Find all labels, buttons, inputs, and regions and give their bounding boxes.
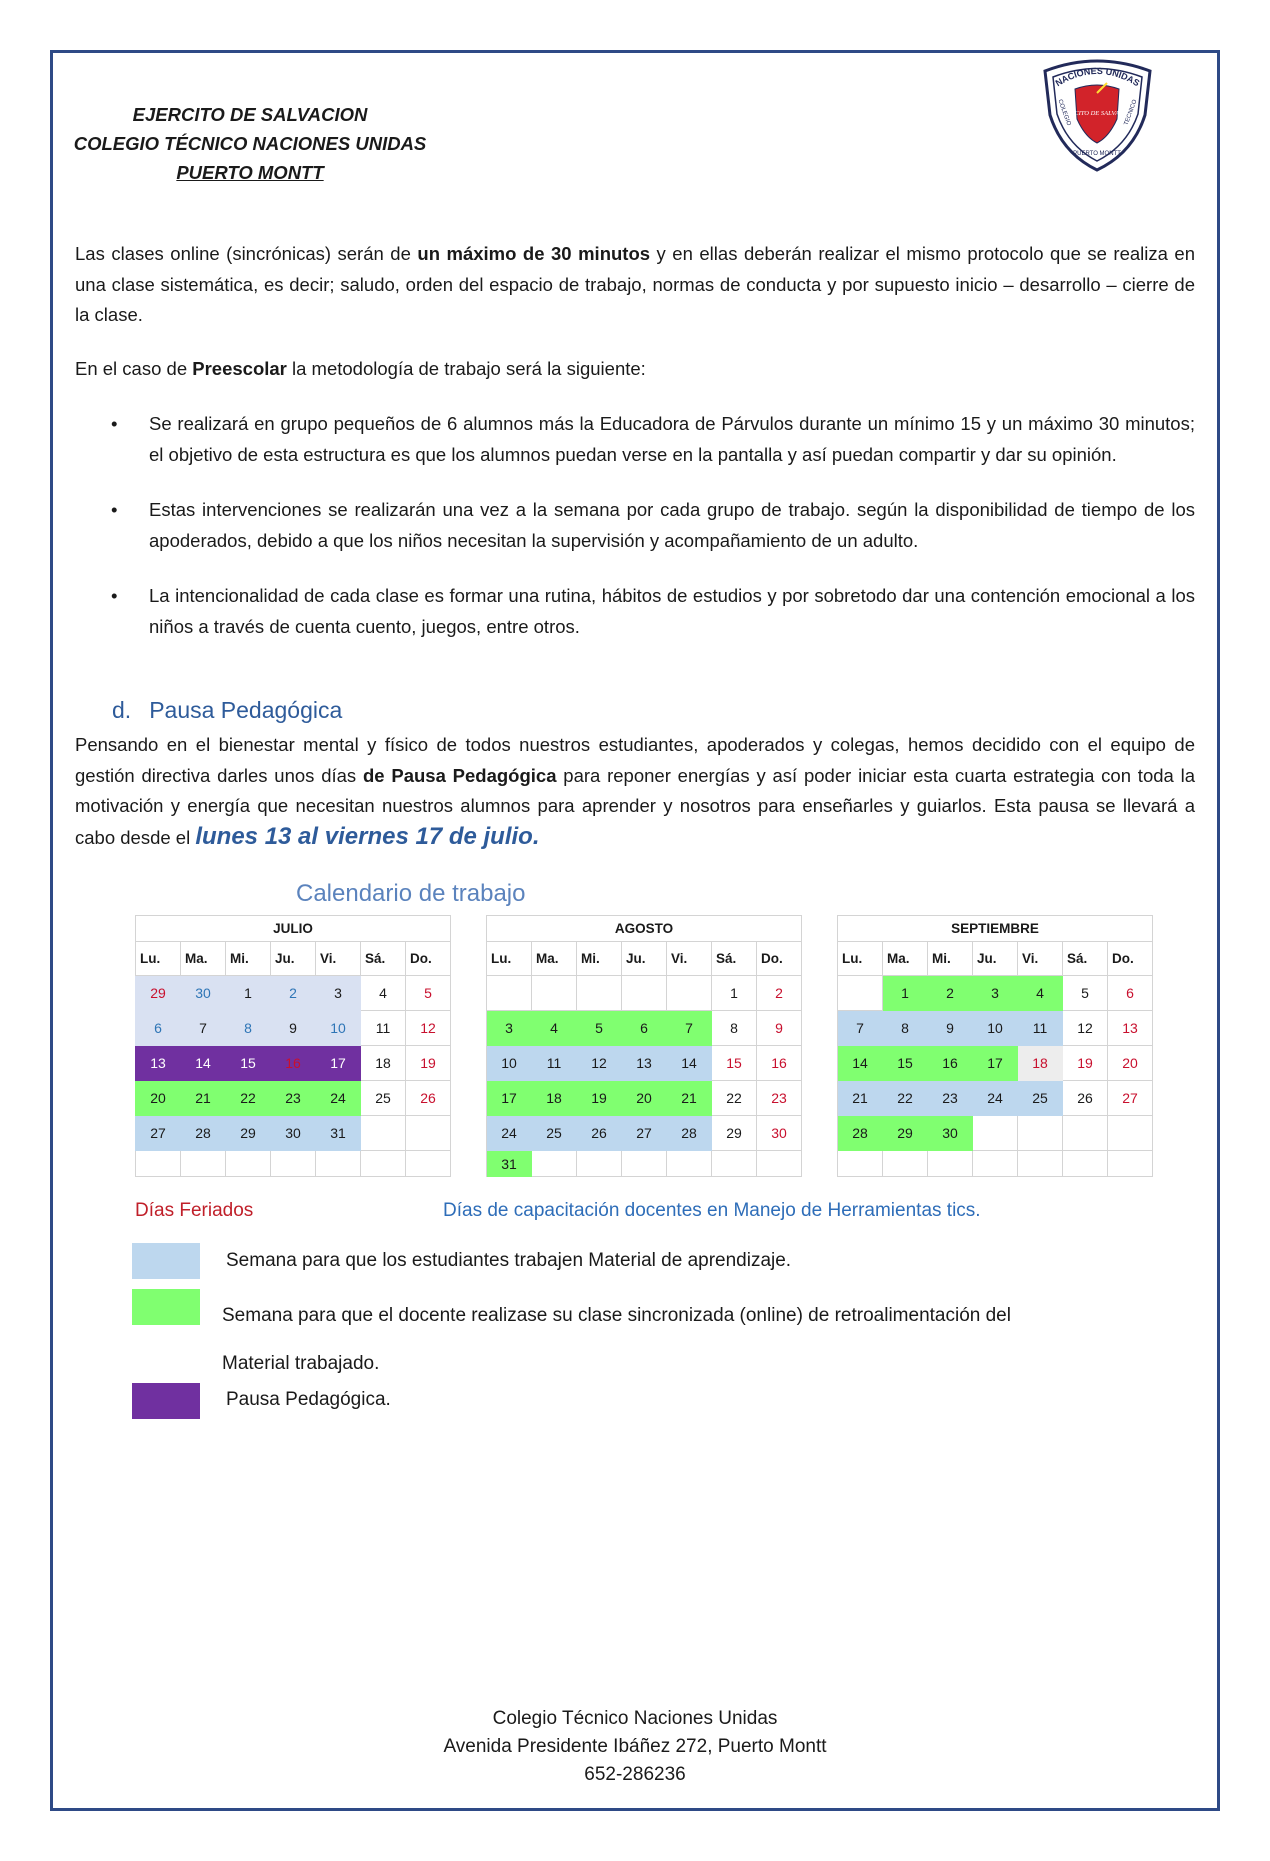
calendar-empty-cell bbox=[622, 1151, 667, 1177]
calendar-week-row bbox=[136, 1046, 1153, 1081]
pause-dates: lunes 13 al viernes 17 de julio. bbox=[195, 822, 540, 850]
calendar-week-row bbox=[136, 1011, 1153, 1046]
calendar-empty-cell bbox=[316, 1151, 361, 1177]
calendar-week-row bbox=[136, 976, 1153, 1011]
calendar-day: 20 bbox=[1108, 1046, 1153, 1081]
month-gap bbox=[802, 1081, 838, 1116]
calendar-day: 31 bbox=[316, 1116, 361, 1151]
weekday-header: Sá. bbox=[361, 942, 406, 976]
legend-swatch-green bbox=[132, 1289, 200, 1325]
weekday-header: Lu. bbox=[136, 942, 181, 976]
calendar-day: 19 bbox=[577, 1081, 622, 1116]
header-line-1: EJERCITO DE SALVACION bbox=[132, 104, 368, 125]
calendar-day: 25 bbox=[361, 1081, 406, 1116]
legend-swatch-blue bbox=[132, 1243, 200, 1279]
list-item: • Estas intervenciones se realizarán una vez a la semana por cada grupo de trabajo. según la disponibilidad de tiempo de los apoderados, debido a que los niños necesitan la supervisión y acompañamiento de un adulto. bbox=[75, 495, 1195, 556]
calendar-title: Calendario de trabajo bbox=[296, 880, 526, 907]
legend-purple-label: Pausa Pedagógica. bbox=[226, 1389, 391, 1410]
calendar-empty-cell bbox=[406, 1151, 451, 1177]
calendar-empty-cell bbox=[883, 1151, 928, 1177]
month-gap bbox=[802, 1046, 838, 1081]
calendar-day: 6 bbox=[622, 1011, 667, 1046]
month-gap bbox=[802, 916, 838, 942]
legend-teacher-training: Días de capacitación docentes en Manejo de Herramientas tics. bbox=[443, 1200, 981, 1221]
calendar-empty-cell bbox=[1018, 1151, 1063, 1177]
list-item: • La intencionalidad de cada clase es formar una rutina, hábitos de estudios y por sobretodo dar una contención emocional a los niños a través de cuenta cuento, juegos, entre otros. bbox=[75, 581, 1195, 642]
calendar-day: 13 bbox=[622, 1046, 667, 1081]
calendar-day: 14 bbox=[838, 1046, 883, 1081]
calendar-day: 3 bbox=[973, 976, 1018, 1011]
calendar-day: 30 bbox=[757, 1116, 802, 1151]
calendar-empty-cell bbox=[226, 1151, 271, 1177]
month-gap bbox=[451, 942, 487, 976]
calendar-day: 20 bbox=[136, 1081, 181, 1116]
month-header-agosto: AGOSTO bbox=[487, 916, 802, 942]
calendar-day: 10 bbox=[316, 1011, 361, 1046]
calendar-day: 11 bbox=[532, 1046, 577, 1081]
calendar-day: 21 bbox=[667, 1081, 712, 1116]
month-gap bbox=[451, 916, 487, 942]
month-header-septiembre: SEPTIEMBRE bbox=[838, 916, 1153, 942]
calendar-empty-cell bbox=[928, 1151, 973, 1177]
calendar-empty-cell bbox=[487, 976, 532, 1011]
logo-side-left: COLEGIO bbox=[1056, 98, 1072, 127]
calendar-day: 19 bbox=[406, 1046, 451, 1081]
calendar-empty-cell bbox=[406, 1116, 451, 1151]
calendar-day: 28 bbox=[181, 1116, 226, 1151]
calendar-day: 30 bbox=[271, 1116, 316, 1151]
work-calendar bbox=[135, 915, 1153, 1177]
calendar-day: 20 bbox=[622, 1081, 667, 1116]
calendar-day: 26 bbox=[406, 1081, 451, 1116]
calendar-empty-cell bbox=[973, 1151, 1018, 1177]
header-line-2: COLEGIO TÉCNICO NACIONES UNIDAS bbox=[73, 133, 427, 154]
weekday-header: Vi. bbox=[1018, 942, 1063, 976]
weekday-header: Mi. bbox=[226, 942, 271, 976]
calendar-day: 14 bbox=[181, 1046, 226, 1081]
logo-side-right: TECNICO bbox=[1123, 98, 1139, 127]
weekday-header: Do. bbox=[757, 942, 802, 976]
calendar-day: 15 bbox=[883, 1046, 928, 1081]
month-gap bbox=[802, 1116, 838, 1151]
calendar-empty-cell bbox=[667, 1151, 712, 1177]
calendar-empty-cell bbox=[712, 1151, 757, 1177]
calendar-day: 7 bbox=[181, 1011, 226, 1046]
calendar-day: 29 bbox=[226, 1116, 271, 1151]
calendar-day: 3 bbox=[316, 976, 361, 1011]
calendar-day: 2 bbox=[271, 976, 316, 1011]
calendar-day: 5 bbox=[1063, 976, 1108, 1011]
calendar-day: 10 bbox=[973, 1011, 1018, 1046]
weekday-header: Mi. bbox=[577, 942, 622, 976]
calendar-day: 9 bbox=[757, 1011, 802, 1046]
calendar-day: 29 bbox=[883, 1116, 928, 1151]
calendar-day: 12 bbox=[406, 1011, 451, 1046]
legend-swatch-purple bbox=[132, 1383, 200, 1419]
calendar-day: 23 bbox=[271, 1081, 316, 1116]
legend-green-label: Semana para que el docente realizase su clase sincronizada (online) de retroalimentación del Material trabajado. bbox=[222, 1305, 1011, 1374]
weekday-header: Ju. bbox=[973, 942, 1018, 976]
calendar-day: 18 bbox=[1018, 1046, 1063, 1081]
list-item: • Se realizará en grupo pequeños de 6 alumnos más la Educadora de Párvulos durante un mínimo 15 y un máximo 30 minutos; el objetivo de esta estructura es que los alumnos puedan verse en la pantalla y así puedan compartir y dar su opinión. bbox=[75, 409, 1195, 470]
calendar-day: 24 bbox=[316, 1081, 361, 1116]
calendar-day: 13 bbox=[136, 1046, 181, 1081]
weekday-header: Do. bbox=[1108, 942, 1153, 976]
calendar-day: 25 bbox=[532, 1116, 577, 1151]
weekday-header: Ma. bbox=[532, 942, 577, 976]
weekday-header: Sá. bbox=[712, 942, 757, 976]
weekday-header: Ma. bbox=[883, 942, 928, 976]
school-crest-logo bbox=[1035, 53, 1160, 173]
weekday-header: Ju. bbox=[622, 942, 667, 976]
calendar-day: 16 bbox=[757, 1046, 802, 1081]
calendar-day: 18 bbox=[361, 1046, 406, 1081]
calendar-empty-cell bbox=[577, 976, 622, 1011]
pause-paragraph: Pensando en el bienestar mental y físico de todos nuestros estudiantes, apoderados y colegas, hemos decidido con el equipo de gestión directiva darles unos días de Pausa Pedagógica para reponer energías y así poder iniciar esta cuarta estrategia con toda la motivación y energía que necesitan nuestros alumnos para aprender y nosotros para enseñarles y guiarlos. Esta pausa se llevará a cabo desde el lunes 13 al viernes 17 de julio. bbox=[75, 734, 1196, 850]
calendar-day: 5 bbox=[577, 1011, 622, 1046]
calendar-empty-cell bbox=[1063, 1151, 1108, 1177]
calendar-day: 8 bbox=[883, 1011, 928, 1046]
calendar-day: 11 bbox=[1018, 1011, 1063, 1046]
calendar-day: 18 bbox=[532, 1081, 577, 1116]
month-header-julio: JULIO bbox=[136, 916, 451, 942]
calendar-empty-cell bbox=[838, 976, 883, 1011]
intro-paragraph-2: En el caso de Preescolar la metodología de trabajo será la siguiente: bbox=[75, 358, 646, 379]
month-gap bbox=[802, 976, 838, 1011]
calendar-day: 4 bbox=[532, 1011, 577, 1046]
calendar-day: 2 bbox=[757, 976, 802, 1011]
calendar-empty-cell bbox=[622, 976, 667, 1011]
bullet-dot: • bbox=[111, 413, 118, 434]
calendar-day: 2 bbox=[928, 976, 973, 1011]
calendar-day: 1 bbox=[712, 976, 757, 1011]
calendar-empty-cell bbox=[667, 976, 712, 1011]
legend-holidays: Días Feriados bbox=[135, 1200, 254, 1221]
weekday-header: Mi. bbox=[928, 942, 973, 976]
calendar-empty-cell bbox=[1018, 1116, 1063, 1151]
weekday-header: Ma. bbox=[181, 942, 226, 976]
calendar-day: 8 bbox=[226, 1011, 271, 1046]
month-gap bbox=[451, 976, 487, 1011]
logo-shield-text: EJERCITO DE SALVACION bbox=[1059, 110, 1135, 117]
legend-blue-label: Semana para que los estudiantes trabajen Material de aprendizaje. bbox=[226, 1250, 792, 1271]
calendar-week-row bbox=[136, 1116, 1153, 1151]
weekday-header: Vi. bbox=[316, 942, 361, 976]
month-gap bbox=[802, 1011, 838, 1046]
calendar-day: 31 bbox=[487, 1151, 532, 1177]
calendar-day: 27 bbox=[622, 1116, 667, 1151]
calendar-empty-cell bbox=[181, 1151, 226, 1177]
month-gap bbox=[451, 1116, 487, 1151]
school-header bbox=[60, 100, 440, 187]
calendar-day: 17 bbox=[487, 1081, 532, 1116]
calendar-empty-cell bbox=[838, 1151, 883, 1177]
calendar-day: 22 bbox=[226, 1081, 271, 1116]
calendar-day: 9 bbox=[928, 1011, 973, 1046]
calendar-empty-cell bbox=[973, 1116, 1018, 1151]
weekday-header: Lu. bbox=[838, 942, 883, 976]
calendar-day: 22 bbox=[712, 1081, 757, 1116]
calendar-empty-cell bbox=[1108, 1116, 1153, 1151]
calendar-day: 4 bbox=[361, 976, 406, 1011]
calendar-empty-cell bbox=[1063, 1116, 1108, 1151]
calendar-day: 23 bbox=[757, 1081, 802, 1116]
calendar-day: 28 bbox=[838, 1116, 883, 1151]
calendar-day: 12 bbox=[1063, 1011, 1108, 1046]
month-gap bbox=[802, 1151, 838, 1177]
calendar-day: 9 bbox=[271, 1011, 316, 1046]
calendar-day: 24 bbox=[487, 1116, 532, 1151]
calendar-week-row bbox=[136, 1081, 1153, 1116]
section-heading: d. Pausa Pedagógica bbox=[112, 697, 343, 723]
bullet-dot: • bbox=[111, 585, 118, 606]
calendar-day: 3 bbox=[487, 1011, 532, 1046]
calendar-day: 6 bbox=[1108, 976, 1153, 1011]
calendar-empty-cell bbox=[757, 1151, 802, 1177]
weekday-header: Do. bbox=[406, 942, 451, 976]
calendar-day: 7 bbox=[667, 1011, 712, 1046]
calendar-day: 1 bbox=[226, 976, 271, 1011]
calendar-empty-cell bbox=[532, 1151, 577, 1177]
page-footer bbox=[0, 1705, 1270, 1789]
intro-paragraph-1: Las clases online (sincrónicas) serán de un máximo de 30 minutos y en ellas deberán realizar el mismo protocolo que se realiza en una clase sistemática, es decir; saludo, orden del espacio de trabajo, normas de conducta y por supuesto inicio – desarrollo – cierre de la clase. bbox=[75, 243, 1195, 325]
calendar-day: 29 bbox=[712, 1116, 757, 1151]
calendar-day: 30 bbox=[181, 976, 226, 1011]
calendar-day: 7 bbox=[838, 1011, 883, 1046]
calendar-empty-cell bbox=[136, 1151, 181, 1177]
calendar-day: 19 bbox=[1063, 1046, 1108, 1081]
weekday-header: Sá. bbox=[1063, 942, 1108, 976]
weekday-header: Vi. bbox=[667, 942, 712, 976]
calendar-empty-cell bbox=[361, 1151, 406, 1177]
calendar-day: 23 bbox=[928, 1081, 973, 1116]
calendar-day: 21 bbox=[181, 1081, 226, 1116]
calendar-day: 4 bbox=[1018, 976, 1063, 1011]
weekday-header: Ju. bbox=[271, 942, 316, 976]
calendar-empty-cell bbox=[577, 1151, 622, 1177]
calendar-day: 22 bbox=[883, 1081, 928, 1116]
bullet-dot: • bbox=[111, 499, 118, 520]
calendar-day: 27 bbox=[1108, 1081, 1153, 1116]
calendar-day: 17 bbox=[316, 1046, 361, 1081]
calendar-day: 29 bbox=[136, 976, 181, 1011]
calendar-day: 17 bbox=[973, 1046, 1018, 1081]
calendar-day: 28 bbox=[667, 1116, 712, 1151]
calendar-day: 14 bbox=[667, 1046, 712, 1081]
calendar-empty-cell bbox=[361, 1116, 406, 1151]
calendar-day: 10 bbox=[487, 1046, 532, 1081]
footer-school-name: Colegio Técnico Naciones Unidas bbox=[492, 1708, 778, 1729]
footer-address: Avenida Presidente Ibáñez 272, Puerto Montt bbox=[443, 1736, 827, 1757]
logo-top-text: NACIONES UNIDAS bbox=[1053, 65, 1142, 89]
calendar-day: 25 bbox=[1018, 1081, 1063, 1116]
calendar-day: 26 bbox=[577, 1116, 622, 1151]
calendar-empty-cell bbox=[271, 1151, 316, 1177]
calendar-day: 13 bbox=[1108, 1011, 1153, 1046]
preschool-method-list bbox=[75, 409, 1195, 667]
calendar-day: 16 bbox=[928, 1046, 973, 1081]
calendar-day: 5 bbox=[406, 976, 451, 1011]
calendar-day: 11 bbox=[361, 1011, 406, 1046]
calendar-day: 26 bbox=[1063, 1081, 1108, 1116]
calendar-day: 15 bbox=[712, 1046, 757, 1081]
logo-bottom-text: PUERTO MONTT bbox=[1073, 151, 1121, 157]
calendar-empty-cell bbox=[1108, 1151, 1153, 1177]
month-gap bbox=[451, 1046, 487, 1081]
calendar-day: 1 bbox=[883, 976, 928, 1011]
month-gap bbox=[451, 1081, 487, 1116]
calendar-day: 24 bbox=[973, 1081, 1018, 1116]
header-line-3: PUERTO MONTT bbox=[176, 162, 324, 183]
calendar-empty-cell bbox=[532, 976, 577, 1011]
month-gap bbox=[451, 1151, 487, 1177]
weekday-header: Lu. bbox=[487, 942, 532, 976]
footer-phone: 652-286236 bbox=[584, 1764, 686, 1785]
calendar-day: 15 bbox=[226, 1046, 271, 1081]
calendar-day: 21 bbox=[838, 1081, 883, 1116]
month-gap bbox=[802, 942, 838, 976]
calendar-day: 30 bbox=[928, 1116, 973, 1151]
calendar-day: 6 bbox=[136, 1011, 181, 1046]
calendar-day: 16 bbox=[271, 1046, 316, 1081]
calendar-day: 27 bbox=[136, 1116, 181, 1151]
calendar-day: 12 bbox=[577, 1046, 622, 1081]
month-gap bbox=[451, 1011, 487, 1046]
calendar-day: 8 bbox=[712, 1011, 757, 1046]
calendar-week-row bbox=[136, 1151, 1153, 1177]
